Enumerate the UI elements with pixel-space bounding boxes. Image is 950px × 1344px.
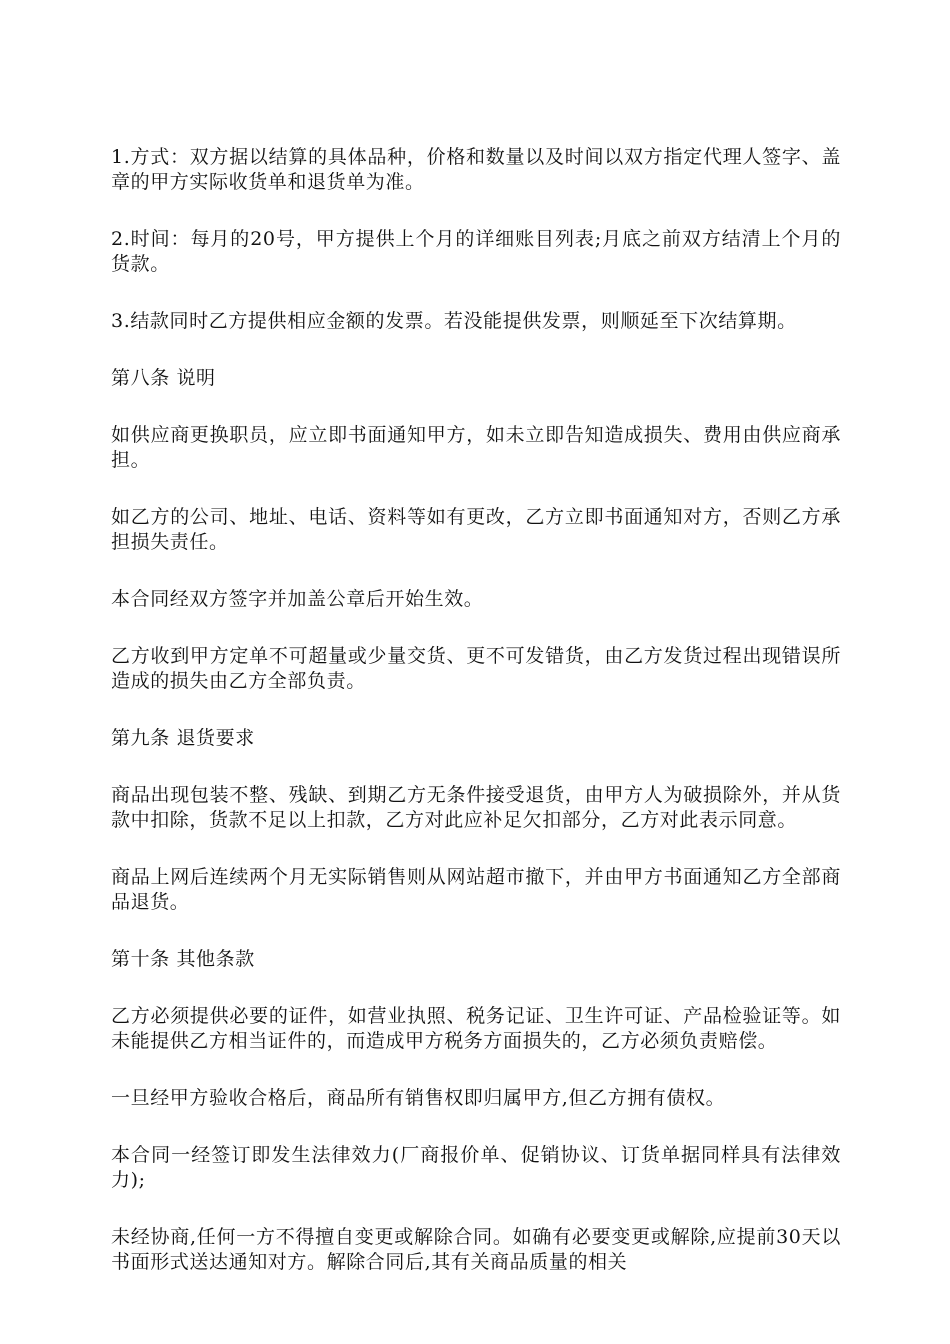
document-body bbox=[111, 145, 841, 1307]
paragraph-settlement-method: 1.方式：双方据以结算的具体品种，价格和数量以及时间以双方指定代理人签字、盖章的甲方实际收货单和退货单为准。 bbox=[111, 146, 841, 193]
article-9-heading: 第九条 退货要求 bbox=[111, 727, 255, 749]
paragraph-info-change: 如乙方的公司、地址、电话、资料等如有更改，乙方立即书面通知对方，否则乙方承担损失责任。 bbox=[111, 506, 841, 553]
paragraph-invoice: 3.结款同时乙方提供相应金额的发票。若没能提供发票，则顺延至下次结算期。 bbox=[111, 310, 797, 332]
article-8-heading: 第八条 说明 bbox=[111, 367, 216, 389]
paragraph-returns-damage: 商品出现包装不整、残缺、到期乙方无条件接受退货，由甲方人为破损除外，并从货款中扣除，货款不足以上扣款，乙方对此应补足欠扣部分，乙方对此表示同意。 bbox=[111, 784, 841, 831]
paragraph-settlement-time: 2.时间：每月的20号，甲方提供上个月的详细账目列表;月底之前双方结清上个月的货款。 bbox=[111, 228, 841, 275]
paragraph-certificates: 乙方必须提供必要的证件，如营业执照、税务记证、卫生许可证、产品检验证等。如未能提供乙方相当证件的，而造成甲方税务方面损失的，乙方必须负责赔偿。 bbox=[111, 1005, 841, 1052]
paragraph-effective: 本合同经双方签字并加盖公章后开始生效。 bbox=[111, 588, 484, 610]
paragraph-returns-no-sales: 商品上网后连续两个月无实际销售则从网站超市撤下，并由甲方书面通知乙方全部商品退货。 bbox=[111, 866, 841, 913]
paragraph-ownership: 一旦经甲方验收合格后，商品所有销售权即归属甲方,但乙方拥有债权。 bbox=[111, 1087, 726, 1109]
paragraph-modification: 未经协商,任何一方不得擅自变更或解除合同。如确有必要变更或解除,应提前30天以书面形式送达通知对方。解除合同后,其有关商品质量的相关 bbox=[111, 1226, 841, 1273]
article-10-heading: 第十条 其他条款 bbox=[111, 948, 255, 970]
paragraph-delivery-errors: 乙方收到甲方定单不可超量或少量交货、更不可发错货，由乙方发货过程出现错误所造成的损失由乙方全部负责。 bbox=[111, 645, 841, 692]
paragraph-staff-change: 如供应商更换职员，应立即书面通知甲方，如未立即告知造成损失、费用由供应商承担。 bbox=[111, 424, 841, 471]
paragraph-legal-effect: 本合同一经签订即发生法律效力(厂商报价单、促销协议、订货单据同样具有法律效力); bbox=[111, 1144, 841, 1191]
